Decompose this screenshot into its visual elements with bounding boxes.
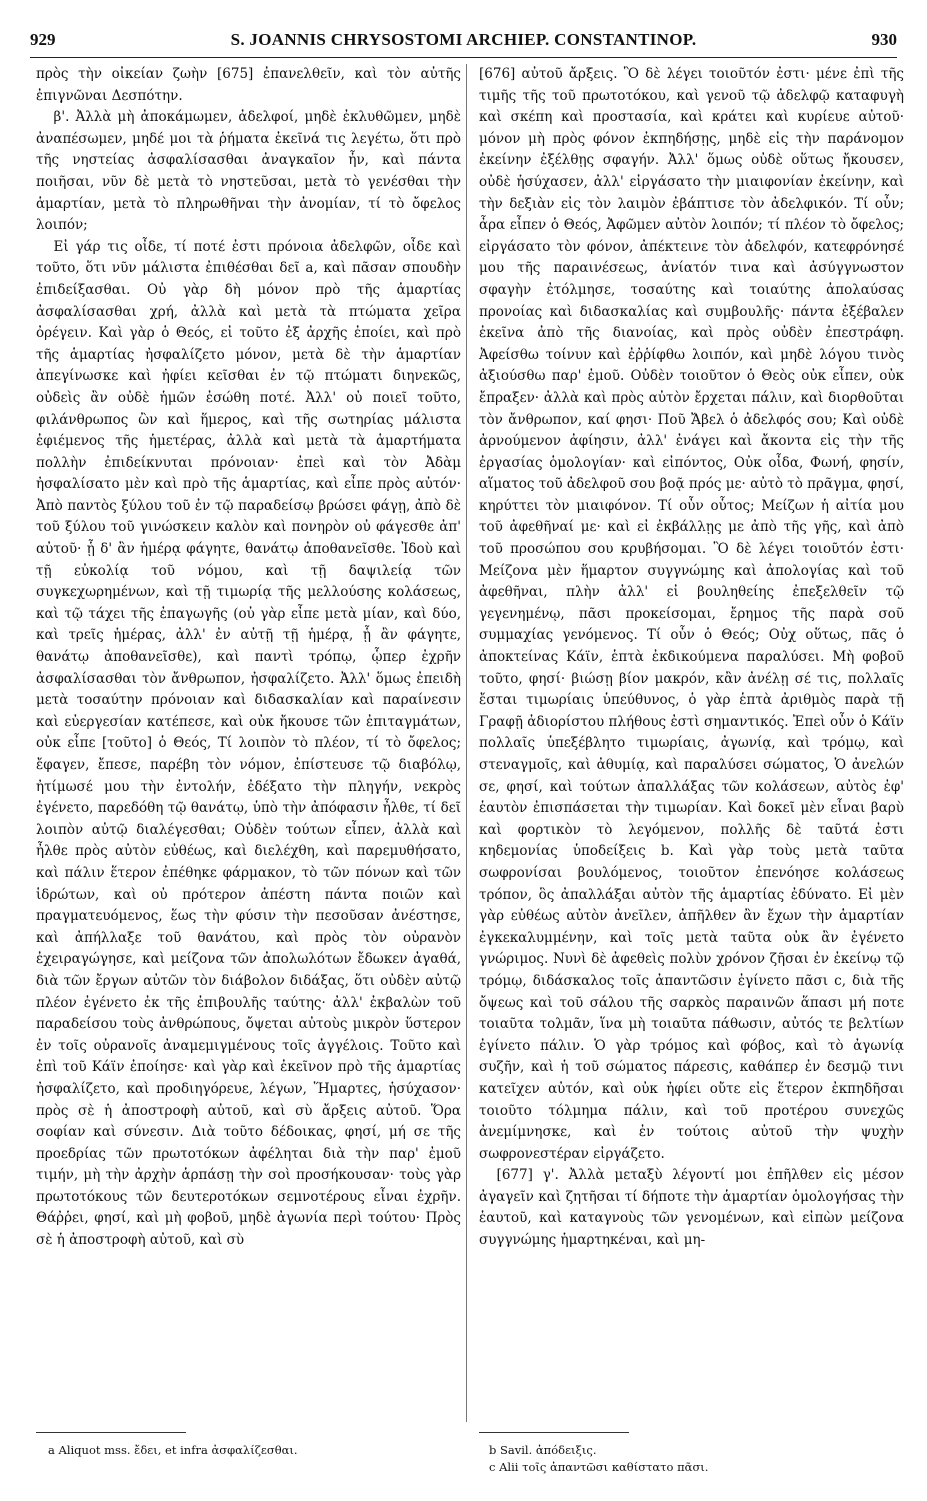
right-paragraph-1: [676] αὐτοῦ ἄρξεις. Ὃ δὲ λέγει τοιοῦτόν ἐστι· μένε ἐπὶ τῆς τιμῆς τῆς τοῦ πρωτοτόκου, καὶ γενοῦ τῷ ἀδελφῷ καταφυγὴ καὶ σκέπη καὶ προστασία, καὶ κράτει καὶ κυρίευε αὐτοῦ· μόνον μὴ πρὸς φόνον ἐκπηδήσῃς, μηδὲ εἰς τὴν παράνομον ἐκείνην ἐξέλθῃς σφαγήν. Ἀλλ' ὅμως οὐδὲ οὕτως ἤκουσεν, οὐδὲ ἡσύχασεν, ἀλλ' εἰργάσατο τὴν μιαιφονίαν ἐκείνην, καὶ τὴν δεξιὰν εἰς τὸν λαιμὸν ἐβάπτισε τὸν ἀδελφικόν. Τί οὖν; ἆρα εἶπεν ὁ Θεός, Ἀφῶμεν αὐτὸν λοιπόν; τί πλέον τὸ ὄφελος; εἰργάσατο τὸν φόνον, ἀπέκτεινε τὸν ἀδελφόν, κατεφρόνησέ μου τῆς παραινέσεως, ἀνίατόν τινα καὶ ἀσύγγνωστον σφαγὴν ἐτόλμησε, τοσαύτης καὶ τοιαύτης ἀπολαύσας προνοίας καὶ διδασκαλίας καὶ συμβουλῆς· πάντα ἐξέβαλεν ἐκεῖνα ἀπὸ τῆς διανοίας, καὶ πρὸς οὐδὲν ἐπεστράφη. Ἀφείσθω τοίνυν καὶ ἐῤῥίφθω λοιπόν, καὶ μηδὲ λόγου τινὸς ἀξιούσθω παρ' ἐμοῦ. Οὐδὲν τοιοῦτον ὁ Θεὸς οὐκ εἶπεν, οὐκ ἔπραξεν· ἀλλὰ καὶ πρὸς αὐτὸν ἔρχεται πάλιν, καὶ διορθοῦται τὸν ἄνθρωπον, καί φησι· Ποῦ Ἄβελ ὁ ἀδελφός σου; Καὶ οὐδὲ ἀρνούμενον ἀφίησιν, ἀλλ' ἐνάγει καὶ ἄκοντα εἰς τὴν τῆς ἐργασίας ὁμολογίαν· καὶ εἰπόντος, Οὐκ οἶδα, Φωνή, φησίν, αἵματος τοῦ ἀδελφοῦ σου βοᾷ πρός με· αὐτὸ τὸ πρᾶγμα, φησί, κηρύττει τὸν μιαιφόνον. Τί οὖν οὗτος; Μείζων ἡ αἰτία μου τοῦ ἀφεθῆναί με· καὶ εἰ ἐκβάλλῃς με ἀπὸ τῆς γῆς, καὶ ἀπὸ τοῦ προσώπου σου κρυβήσομαι. Ὃ δὲ λέγει τοιοῦτόν ἐστι· Μείζονα μὲν ἥμαρτον συγγνώμης καὶ ἀπολογίας καὶ τοῦ ἀφεθῆναι, πλὴν ἀλλ' εἰ βουληθείης ἐπεξελθεῖν τῷ γεγενημένῳ, πᾶσι προκείσομαι, ἔρημος τῆς παρὰ σοῦ συμμαχίας γενόμενος. Τί οὖν ὁ Θεός; Οὐχ οὕτως, πᾶς ὁ ἀποκτείνας Κάϊν, ἑπτὰ ἐκδικούμενα παραλύσει. Μὴ φοβοῦ τοῦτο, φησί· βιώσῃ βίον μακρόν, κἂν ἀνέλῃ σέ τις, πολλαῖς ἔσται τιμωρίαις ὑπεύθυνος, ὁ γὰρ ἑπτὰ ἀριθμὸς παρὰ τῇ Γραφῇ ἀδιορίστου πλήθους ἐστὶ σημαντικός. Ἐπεὶ οὖν ὁ Κάϊν πολλαῖς ὑπεξέβλητο τιμωρίαις, ἀγωνίᾳ, καὶ τρόμῳ, καὶ στεναγμοῖς, καὶ ἀθυμίᾳ, καὶ παραλύσει σώματος, Ὁ ἀνελών σε, φησί, καὶ τούτων ἀπαλλάξας τῶν κολάσεων, αὐτὸς ἐφ' ἑαυτὸν ἐπισπάσεται τὴν τιμωρίαν. Καὶ δοκεῖ μὲν εἶναι βαρὺ καὶ φορτικὸν τὸ λεγόμενον, πολλῆς δὲ ταῦτά ἐστι κηδεμονίας ὑποδείξεις b. Καὶ γὰρ τοὺς μετὰ ταῦτα σωφρονίσαι βουλόμενος, τοιοῦτον ἐπενόησε κολάσεως τρόπον, ὃς ἀπαλλάξαι αὐτὸν τῆς ἁμαρτίας ἐδύνατο. Εἰ μὲν γὰρ εὐθέως αὐτὸν ἀνεῖλεν, ἀπῆλθεν ἂν ἔχων τὴν ἁμαρτίαν ἐγκεκαλυμμένην, καὶ τοῖς μετὰ ταῦτα οὐκ ἂν ἐγένετο γνώριμος. Νυνὶ δὲ ἀφεθεὶς πολὺν χρόνον ζῆσαι ἐν ἐκείνῳ τῷ τρόμῳ, διδάσκαλος τοῖς ἀπαντῶσιν ἐγίνετο πᾶσι c, διὰ τῆς ὄψεως καὶ τοῦ σάλου τῆς σαρκὸς παραινῶν ἅπασι μή ποτε τοιαῦτα τολμᾶν, ἵνα μὴ τοιαῦτα πάθωσιν, αὐτός τε βελτίων ἐγίνετο πάλιν. Ὁ γὰρ τρόμος καὶ φόβος, καὶ τὸ ἀγωνίᾳ συζῆν, καὶ ἡ τοῦ σώματος πάρεσις, καθάπερ ἐν δεσμῷ τινι κατεῖχεν αὐτόν, καὶ οὐκ ἠφίει οὔτε εἰς ἕτερον ἐκπηδῆσαι τοιοῦτο τόλμημα πάλιν, καὶ τοῦ προτέρου συνεχῶς ἀνεμίμνησκε, καὶ ἐν τούτοις αὐτοῦ τὴν ψυχὴν σωφρονεστέραν εἰργάζετο. — [479, 66, 904, 1162]
column-divider — [466, 64, 467, 1422]
left-paragraph-1: πρὸς τὴν οἰκείαν ζωὴν [675] ἐπανελθεῖν, καὶ τὸν αὐτῆς ἐπιγνῶναι Δεσπότην. — [36, 66, 461, 104]
right-paragraph-2: [677] γ'. Ἀλλὰ μεταξὺ λέγοντί μοι ἐπῆλθεν εἰς μέσον ἀγαγεῖν καὶ ζητῆσαι τί δήποτε τὴν ἁμαρτίαν ὁμολογήσας τὴν ἑαυτοῦ, καὶ καταγνοὺς τῶν γενομένων, καὶ εἰπὼν μείζονα συγγνώμης ἡμαρτηκέναι, καὶ μη- — [479, 1167, 904, 1249]
footnote-c: c Alii τοῖς ἀπαντῶσι καθίστατο πᾶσι. — [489, 1460, 709, 1474]
right-column — [479, 64, 904, 1252]
page-number-left: 929 — [30, 30, 56, 49]
left-paragraph-3: Εἰ γάρ τις οἶδε, τί ποτέ ἐστι πρόνοια ἀδελφῶν, οἶδε καὶ τοῦτο, ὅτι νῦν μάλιστα ἐπιθέσθαι δεῖ a, καὶ πᾶσαν σπουδὴν ἐπιδείξασθαι. Οὐ γὰρ δὴ μόνον πρὸ τῆς ἁμαρτίας ἀσφαλίσασθαι χρή, ἀλλὰ καὶ μετὰ τὰ πτώματα χεῖρα ὀρέγειν. Καὶ γὰρ ὁ Θεός, εἰ τοῦτο ἐξ ἀρχῆς ἐποίει, καὶ πρὸ τῆς ἁμαρτίας ἠσφαλίζετο μόνον, μετὰ δὲ τὴν ἁμαρτίαν ἀπεγίνωσκε καὶ ἠφίει κεῖσθαι ἐν τῷ πτώματι διηνεκῶς, οὐδεὶς ἂν οὐδὲ ἡμῶν ἐσώθη ποτέ. Ἀλλ' οὐ ποιεῖ τοῦτο, φιλάνθρωπος ὢν καὶ ἥμερος, καὶ τῆς σωτηρίας μάλιστα ἐφιέμενος τῆς ἡμετέρας, ἀλλὰ καὶ μετὰ τὰ ἁμαρτήματα πολλὴν ἐπιδείκνυται πρόνοιαν· ἐπεὶ καὶ τὸν Ἀδὰμ ἠσφαλίσατο μὲν καὶ πρὸ τῆς ἁμαρτίας, καὶ εἶπε πρὸς αὐτόν· Ἀπὸ παντὸς ξύλου τοῦ ἐν τῷ παραδείσῳ βρώσει φάγῃ, ἀπὸ δὲ τοῦ ξύλου τοῦ γινώσκειν καλὸν καὶ πονηρὸν οὐ φάγεσθε ἀπ' αὐτοῦ· ᾗ δ' ἂν ἡμέρᾳ φάγητε, θανάτῳ ἀποθανεῖσθε. Ἰδοὺ καὶ τῇ εὐκολίᾳ τοῦ νόμου, καὶ τῇ δαψιλείᾳ τῶν συγκεχωρημένων, καὶ τῇ τιμωρίᾳ τῆς μελλούσης κολάσεως, καὶ τῷ τάχει τῆς ἐπαγωγῆς (οὐ γὰρ εἶπε μετὰ μίαν, καὶ δύο, καὶ τρεῖς ἡμέρας, ἀλλ' ἐν αὐτῇ τῇ ἡμέρᾳ, ᾗ ἂν φάγητε, θανάτῳ ἀποθανεῖσθε), καὶ παντὶ τρόπῳ, ᾧπερ ἐχρῆν ἀσφαλίσασθαι τὸν ἄνθρωπον, ἠσφαλίζετο. Ἀλλ' ὅμως ἐπειδὴ μετὰ τοσαύτην πρόνοιαν καὶ διδασκαλίαν καὶ παραίνεσιν καὶ εὐεργεσίαν κατέπεσε, καὶ οὐκ ἤκουσε τῶν ἐπιταγμάτων, οὐκ εἶπε [τοῦτο] ὁ Θεός, Τί λοιπὸν τὸ πλέον, τί τὸ ὄφελος; ἔφαγεν, ἔπεσε, παρέβη τὸν νόμον, ἐπίστευσε τῷ διαβόλῳ, ἠτίμωσέ μου τὴν ἐντολήν, ἐδέξατο τὴν πληγήν, νεκρὸς ἐγένετο, παρεδόθη τῷ θανάτῳ, ὑπὸ τὴν ἀπόφασιν ἦλθε, τί δεῖ λοιπὸν αὐτῷ διαλέγεσθαι; Οὐδὲν τούτων εἶπεν, ἀλλὰ καὶ ἦλθε πρὸς αὐτὸν εὐθέως, καὶ διελέχθη, καὶ παρεμυθήσατο, καὶ πάλιν ἕτερον ἐπέθηκε φάρμακον, τὸ τῶν πόνων καὶ τῶν ἱδρώτων, καὶ οὐ πρότερον ἀπέστη πάντα ποιῶν καὶ πραγματευόμενος, ἕως τὴν φύσιν τὴν πεσοῦσαν ἀνέστησε, καὶ ἀπήλλαξε τοῦ θανάτου, καὶ πρὸς τὸν οὐρανὸν ἐχειραγώγησε, καὶ μείζονα τῶν ἀπολωλότων ἔδωκεν ἀγαθά, διὰ τῶν ἔργων αὐτῶν τὸν διάβολον διδάξας, ὅτι οὐδὲν αὐτῷ πλέον ἐγένετο ἐκ τῆς ἐπιβουλῆς ταύτης· ἀλλ' ἐκβαλὼν τοῦ παραδείσου τοὺς ἀνθρώπους, ὄψεται αὐτοὺς μικρὸν ὕστερον ἐν τοῖς οὐρανοῖς ἀναμεμιγμένους τοῖς ἀγγέλοις. Τοῦτο καὶ ἐπὶ τοῦ Κάϊν ἐποίησε· καὶ γὰρ καὶ ἐκεῖνον πρὸ τῆς ἁμαρτίας ἠσφαλίζετο, καὶ προδιηγόρευε, λέγων, Ἥμαρτες, ἡσύχασον· πρὸς σὲ ἡ ἀποστροφὴ αὐτοῦ, καὶ σὺ ἄρξεις αὐτοῦ. Ὅρα σοφίαν καὶ σύνεσιν. Διὰ τοῦτο δέδοικας, φησί, μή σε τῆς προεδρίας τῶν πρωτοτόκων ἀφέληται διὰ τὴν παρ' ἐμοῦ τιμήν, μὴ τὴν ἀρχὴν ἁρπάσῃ τὴν σοὶ προσήκουσαν· τοὺς γὰρ πρωτοτόκους τῶν δευτεροτόκων σεμνοτέρους εἶναι ἐχρῆν. Θάῤῥει, φησί, καὶ μὴ φοβοῦ, μηδὲ ἀγωνία περὶ τούτου· Πρὸς σὲ ἡ ἀποστροφὴ αὐτοῦ, καὶ σὺ — [36, 238, 461, 1249]
footnote-rule-left — [36, 1432, 186, 1433]
running-title: S. JOANNIS CHRYSOSTOMI ARCHIEP. CONSTANTINOP. — [230, 30, 697, 49]
header-rule — [30, 57, 897, 58]
left-column — [36, 64, 461, 1252]
running-header — [30, 30, 897, 56]
page-number-right: 930 — [871, 30, 897, 49]
left-paragraph-2: β'. Ἀλλὰ μὴ ἀποκάμωμεν, ἀδελφοί, μηδὲ ἐκλυθῶμεν, μηδὲ ἀναπέσωμεν, μηδέ μοι τὰ ῥήματα ἐκεῖνά τις λεγέτω, ὅτι πρὸ τῆς νηστείας ἀσφαλίσασθαι ἀναγκαῖον ἦν, καὶ πάντα ποιῆσαι, νῦν δὲ μετὰ τὸ νηστεῦσαι, μετὰ τὸ γενέσθαι τὴν ἁμαρτίαν, μετὰ τὸ πληρωθῆναι τὴν ἀνομίαν, τί τὸ ὄφελος λοιπόν; — [36, 109, 461, 234]
footnote-b: b Savil. ἀπόδειξις. — [489, 1443, 597, 1457]
footnote-a: a Aliquot mss. ἔδει, et infra ἀσφαλίζεσθαι. — [48, 1443, 298, 1457]
footnote-rule-right — [479, 1432, 629, 1433]
